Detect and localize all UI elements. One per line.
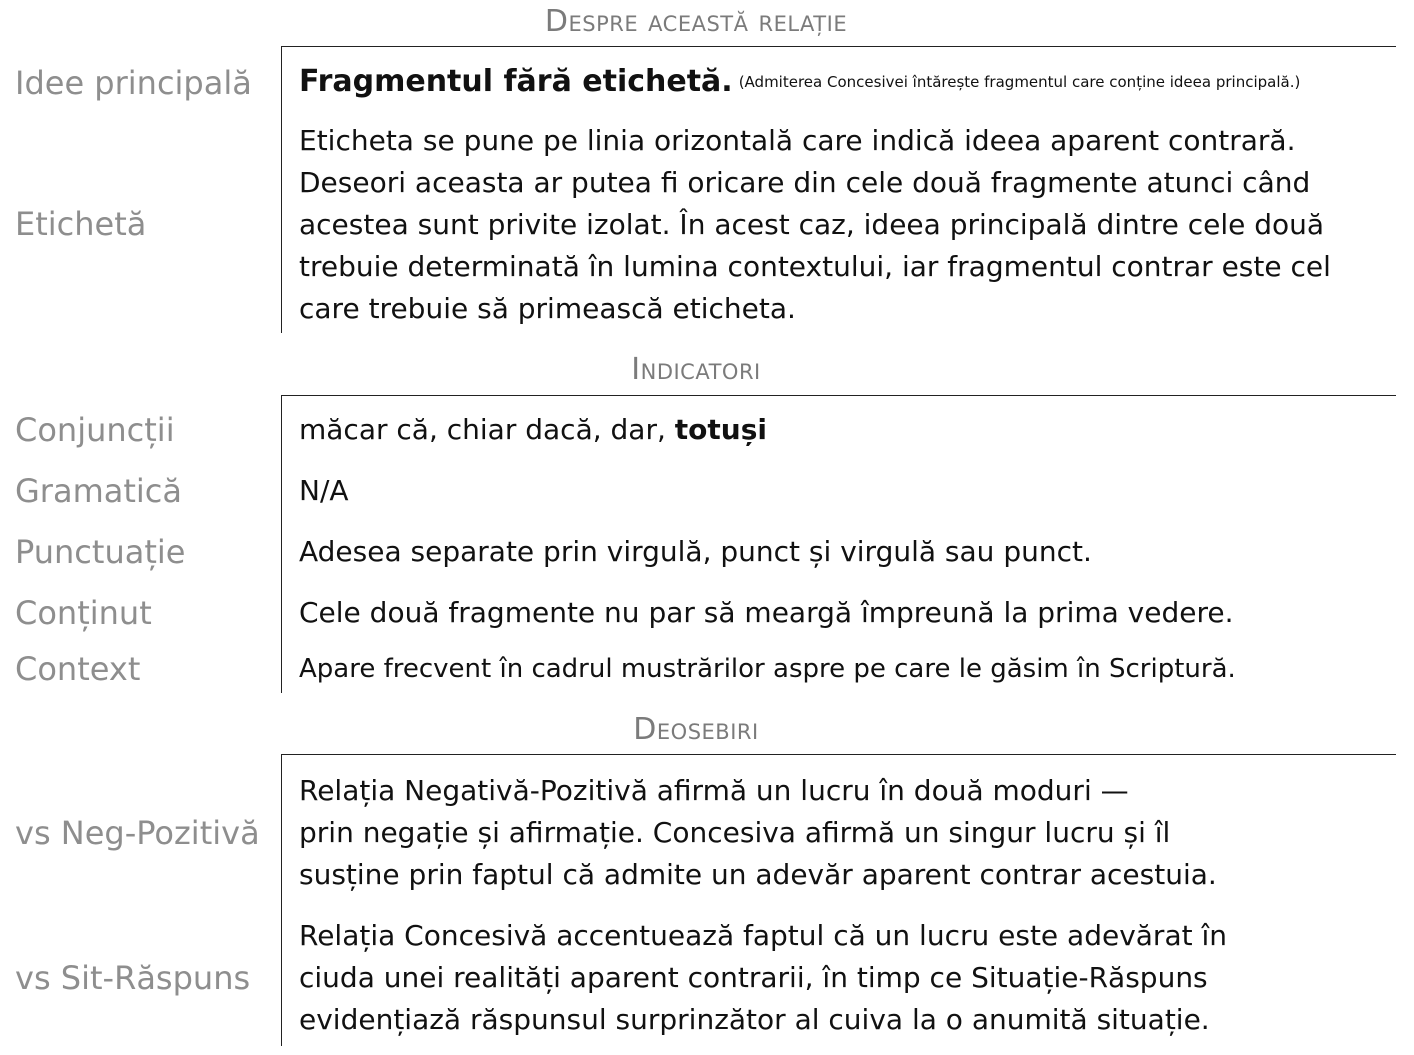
value-main-idea <box>299 62 1300 102</box>
value-vs-sit-raspuns <box>299 915 1227 1041</box>
section-divider-indicators <box>281 395 282 693</box>
value-vs-neg-pozitiva <box>299 770 1217 896</box>
section-rule-about <box>281 46 1396 47</box>
label-eticheta: Etichetă <box>15 205 147 243</box>
paragraph-line: ciuda unei realități aparent contrarii, în timp ce Situație-Răspuns <box>299 961 1208 994</box>
value-continut: Cele două fragmente nu par să meargă împreună la prima vedere. <box>299 596 1234 629</box>
label-main-idea: Idee principală <box>15 64 252 102</box>
paragraph-line: prin negație și afirmație. Concesiva afirmă un singur lucru și îl <box>299 816 1171 849</box>
label-gramatica: Gramatică <box>15 472 182 510</box>
paragraph-line: Eticheta se pune pe linia orizontală care indică ideea aparent contrară. <box>299 124 1296 157</box>
paragraph-line: evidențiază răspunsul surprinzător al cuiva la o anumită situație. <box>299 1003 1210 1036</box>
label-context: Context <box>15 650 141 688</box>
value-eticheta <box>299 120 1331 330</box>
label-continut: Conținut <box>15 594 152 632</box>
label-vs-sit-raspuns: vs Sit-Răspuns <box>15 959 251 997</box>
conjunctii-keyword: totuși <box>674 413 767 446</box>
paragraph-line: Deseori aceasta ar putea fi oricare din cele două fragmente atunci când <box>299 166 1311 199</box>
section-title-about: Despre această relație <box>544 4 848 39</box>
paragraph-line: susține prin faptul că admite un adevăr aparent contrar acestuia. <box>299 858 1217 891</box>
paragraph-line: acestea sunt privite izolat. În acest caz, ideea principală dintre cele două <box>299 208 1325 241</box>
main-idea-note: (Admiterea Concesivei întărește fragmentul care conține ideea principală.) <box>738 73 1301 91</box>
value-punctuatie: Adesea separate prin virgulă, punct și virgulă sau punct. <box>299 535 1092 568</box>
label-punctuatie: Punctuație <box>15 533 186 571</box>
main-idea-text: Fragmentul fără etichetă. <box>299 64 733 99</box>
section-title-differences: Deosebiri <box>633 712 759 747</box>
section-rule-indicators <box>281 395 1396 396</box>
value-context: Apare frecvent în cadrul mustrărilor aspre pe care le găsim în Scriptură. <box>299 654 1236 684</box>
label-conjunctii: Conjuncții <box>15 411 175 449</box>
paragraph-line: trebuie determinată în lumina contextului, iar fragmentul contrar este cel <box>299 250 1331 283</box>
section-divider-differences <box>281 754 282 1046</box>
value-gramatica: N/A <box>299 474 349 507</box>
value-conjunctii <box>299 410 767 450</box>
label-vs-neg-pozitiva: vs Neg-Pozitivă <box>15 814 260 852</box>
section-title-indicators: Indicatori <box>631 352 761 387</box>
paragraph-line: Relația Negativă-Pozitivă afirmă un lucru în două moduri — <box>299 774 1129 807</box>
paragraph-line: Relația Concesivă accentuează faptul că un lucru este adevărat în <box>299 919 1228 952</box>
conjunctii-text: măcar că, chiar dacă, dar, <box>299 413 675 446</box>
section-divider-about <box>281 46 282 333</box>
section-rule-differences <box>281 754 1396 755</box>
paragraph-line: care trebuie să primească eticheta. <box>299 292 796 325</box>
